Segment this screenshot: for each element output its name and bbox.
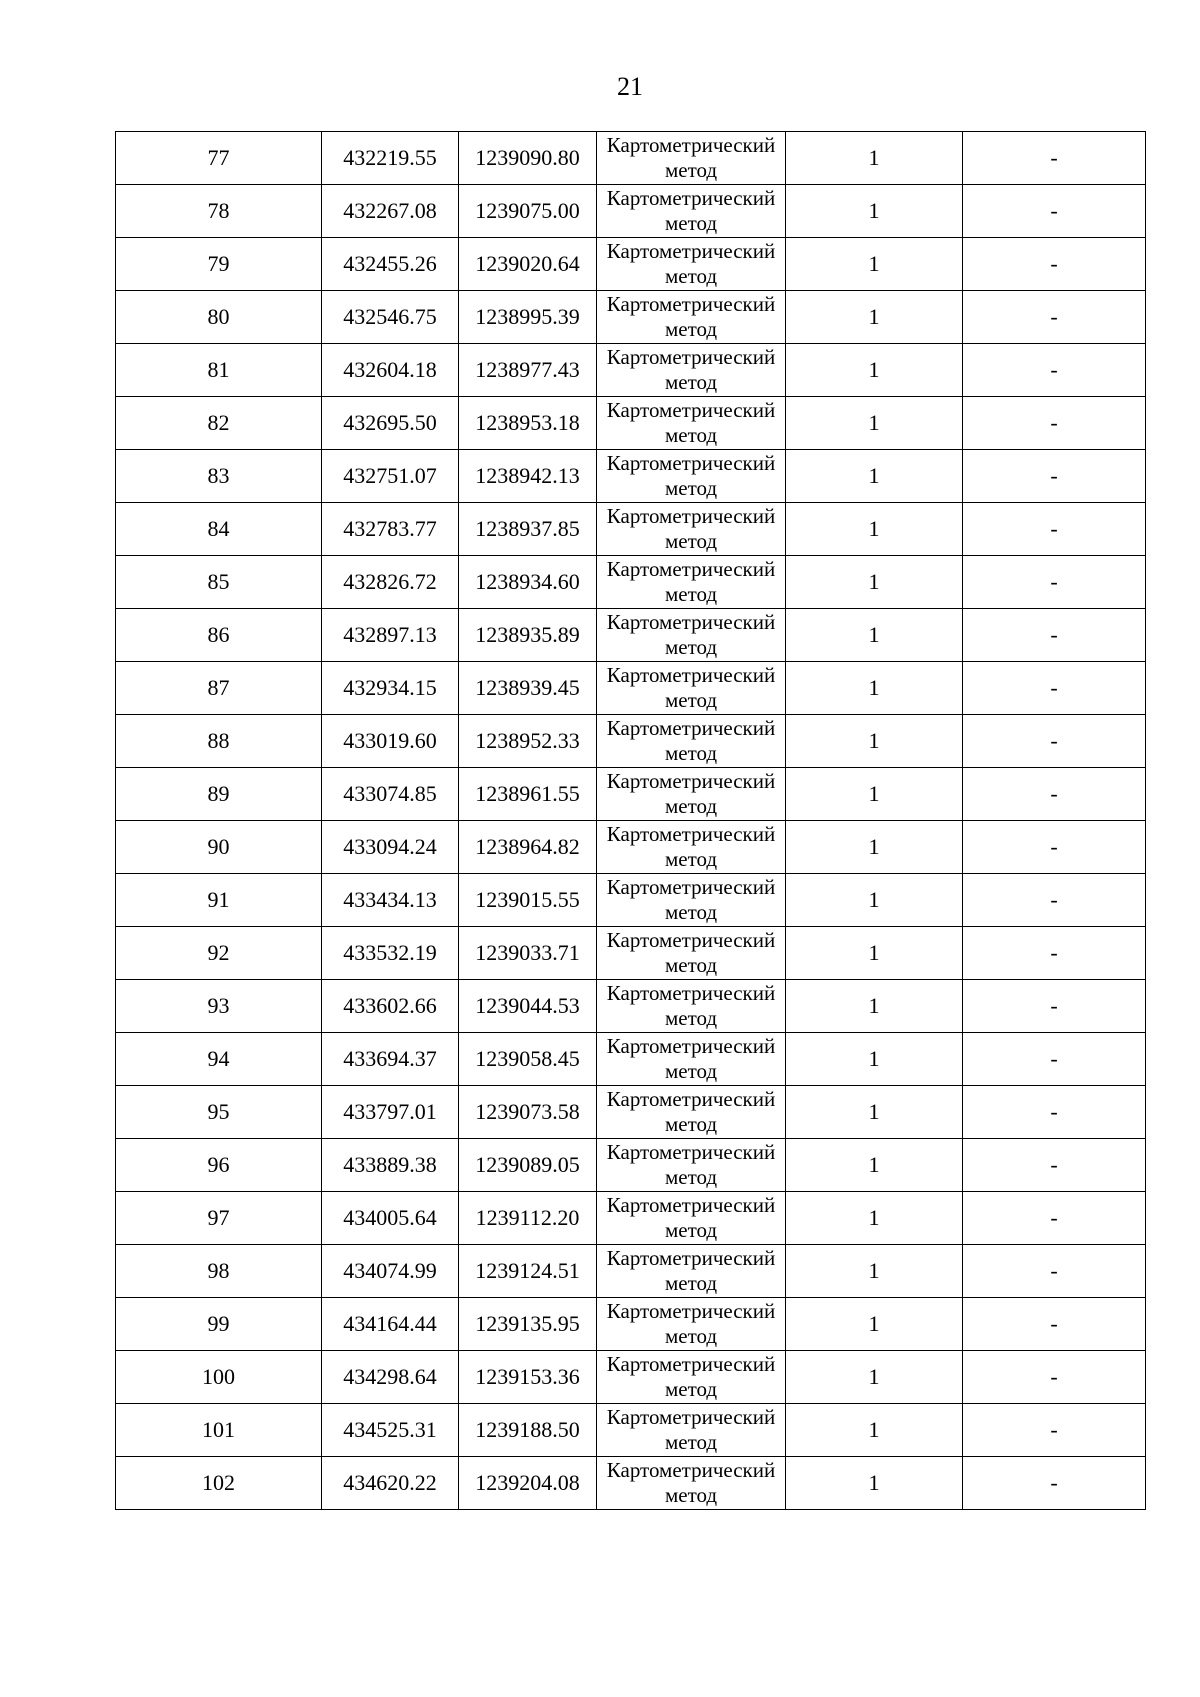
- x-coordinate-cell: 432695.50: [322, 397, 459, 450]
- accuracy-cell: 1: [786, 185, 963, 238]
- x-coordinate-cell: 432826.72: [322, 556, 459, 609]
- note-cell: -: [963, 1298, 1146, 1351]
- x-coordinate-cell: 432934.15: [322, 662, 459, 715]
- point-number-cell: 84: [116, 503, 322, 556]
- note-cell: -: [963, 1404, 1146, 1457]
- table-row: [116, 874, 1146, 927]
- y-coordinate-cell: 1239089.05: [459, 1139, 597, 1192]
- accuracy-cell: 1: [786, 927, 963, 980]
- method-cell: Картометрический метод: [597, 1245, 786, 1298]
- method-cell: Картометрический метод: [597, 1457, 786, 1510]
- table-row: [116, 1298, 1146, 1351]
- method-cell: Картометрический метод: [597, 715, 786, 768]
- table-row: [116, 238, 1146, 291]
- x-coordinate-cell: 433094.24: [322, 821, 459, 874]
- method-cell: Картометрический метод: [597, 768, 786, 821]
- accuracy-cell: 1: [786, 821, 963, 874]
- table-row: [116, 132, 1146, 185]
- note-cell: -: [963, 927, 1146, 980]
- page-number: 21: [617, 72, 643, 101]
- point-number-cell: 98: [116, 1245, 322, 1298]
- method-cell: Картометрический метод: [597, 927, 786, 980]
- note-cell: -: [963, 662, 1146, 715]
- x-coordinate-cell: 434005.64: [322, 1192, 459, 1245]
- y-coordinate-cell: 1238934.60: [459, 556, 597, 609]
- y-coordinate-cell: 1239153.36: [459, 1351, 597, 1404]
- point-number-cell: 90: [116, 821, 322, 874]
- x-coordinate-cell: 433602.66: [322, 980, 459, 1033]
- x-coordinate-cell: 433694.37: [322, 1033, 459, 1086]
- y-coordinate-cell: 1238937.85: [459, 503, 597, 556]
- y-coordinate-cell: 1238939.45: [459, 662, 597, 715]
- coordinates-table-body: [116, 132, 1146, 1510]
- y-coordinate-cell: 1239090.80: [459, 132, 597, 185]
- y-coordinate-cell: 1239075.00: [459, 185, 597, 238]
- method-cell: Картометрический метод: [597, 821, 786, 874]
- accuracy-cell: 1: [786, 556, 963, 609]
- x-coordinate-cell: 432783.77: [322, 503, 459, 556]
- x-coordinate-cell: 432751.07: [322, 450, 459, 503]
- note-cell: -: [963, 1245, 1146, 1298]
- y-coordinate-cell: 1239033.71: [459, 927, 597, 980]
- x-coordinate-cell: 433797.01: [322, 1086, 459, 1139]
- point-number-cell: 91: [116, 874, 322, 927]
- table-row: [116, 980, 1146, 1033]
- method-cell: Картометрический метод: [597, 185, 786, 238]
- point-number-cell: 80: [116, 291, 322, 344]
- accuracy-cell: 1: [786, 715, 963, 768]
- y-coordinate-cell: 1238942.13: [459, 450, 597, 503]
- note-cell: -: [963, 450, 1146, 503]
- note-cell: -: [963, 503, 1146, 556]
- table-row: [116, 185, 1146, 238]
- note-cell: -: [963, 1192, 1146, 1245]
- method-cell: Картометрический метод: [597, 1192, 786, 1245]
- method-cell: Картометрический метод: [597, 344, 786, 397]
- y-coordinate-cell: 1239020.64: [459, 238, 597, 291]
- note-cell: -: [963, 556, 1146, 609]
- note-cell: -: [963, 715, 1146, 768]
- y-coordinate-cell: 1238935.89: [459, 609, 597, 662]
- table-row: [116, 291, 1146, 344]
- note-cell: -: [963, 291, 1146, 344]
- x-coordinate-cell: 433074.85: [322, 768, 459, 821]
- accuracy-cell: 1: [786, 503, 963, 556]
- accuracy-cell: 1: [786, 132, 963, 185]
- accuracy-cell: 1: [786, 662, 963, 715]
- note-cell: -: [963, 1457, 1146, 1510]
- table-row: [116, 344, 1146, 397]
- accuracy-cell: 1: [786, 980, 963, 1033]
- point-number-cell: 87: [116, 662, 322, 715]
- note-cell: -: [963, 1351, 1146, 1404]
- note-cell: -: [963, 185, 1146, 238]
- point-number-cell: 78: [116, 185, 322, 238]
- point-number-cell: 101: [116, 1404, 322, 1457]
- x-coordinate-cell: 432546.75: [322, 291, 459, 344]
- point-number-cell: 93: [116, 980, 322, 1033]
- table-row: [116, 1192, 1146, 1245]
- method-cell: Картометрический метод: [597, 450, 786, 503]
- y-coordinate-cell: 1239124.51: [459, 1245, 597, 1298]
- note-cell: -: [963, 1033, 1146, 1086]
- method-cell: Картометрический метод: [597, 291, 786, 344]
- x-coordinate-cell: 433532.19: [322, 927, 459, 980]
- point-number-cell: 96: [116, 1139, 322, 1192]
- x-coordinate-cell: 432219.55: [322, 132, 459, 185]
- accuracy-cell: 1: [786, 238, 963, 291]
- method-cell: Картометрический метод: [597, 1139, 786, 1192]
- table-row: [116, 662, 1146, 715]
- table-row: [116, 556, 1146, 609]
- point-number-cell: 85: [116, 556, 322, 609]
- note-cell: -: [963, 132, 1146, 185]
- x-coordinate-cell: 433889.38: [322, 1139, 459, 1192]
- method-cell: Картометрический метод: [597, 238, 786, 291]
- accuracy-cell: 1: [786, 1245, 963, 1298]
- x-coordinate-cell: 433434.13: [322, 874, 459, 927]
- y-coordinate-cell: 1238977.43: [459, 344, 597, 397]
- x-coordinate-cell: 433019.60: [322, 715, 459, 768]
- table-row: [116, 609, 1146, 662]
- note-cell: -: [963, 874, 1146, 927]
- x-coordinate-cell: 434298.64: [322, 1351, 459, 1404]
- note-cell: -: [963, 768, 1146, 821]
- note-cell: -: [963, 609, 1146, 662]
- y-coordinate-cell: 1238995.39: [459, 291, 597, 344]
- point-number-cell: 92: [116, 927, 322, 980]
- table-row: [116, 1351, 1146, 1404]
- method-cell: Картометрический метод: [597, 1351, 786, 1404]
- y-coordinate-cell: 1239044.53: [459, 980, 597, 1033]
- point-number-cell: 95: [116, 1086, 322, 1139]
- table-row: [116, 450, 1146, 503]
- method-cell: Картометрический метод: [597, 1033, 786, 1086]
- point-number-cell: 82: [116, 397, 322, 450]
- point-number-cell: 77: [116, 132, 322, 185]
- accuracy-cell: 1: [786, 1192, 963, 1245]
- accuracy-cell: 1: [786, 291, 963, 344]
- accuracy-cell: 1: [786, 397, 963, 450]
- table-row: [116, 1404, 1146, 1457]
- note-cell: -: [963, 1086, 1146, 1139]
- accuracy-cell: 1: [786, 1086, 963, 1139]
- note-cell: -: [963, 238, 1146, 291]
- accuracy-cell: 1: [786, 1139, 963, 1192]
- method-cell: Картометрический метод: [597, 556, 786, 609]
- accuracy-cell: 1: [786, 344, 963, 397]
- x-coordinate-cell: 432604.18: [322, 344, 459, 397]
- table-row: [116, 715, 1146, 768]
- method-cell: Картометрический метод: [597, 132, 786, 185]
- accuracy-cell: 1: [786, 609, 963, 662]
- point-number-cell: 88: [116, 715, 322, 768]
- y-coordinate-cell: 1239112.20: [459, 1192, 597, 1245]
- note-cell: -: [963, 980, 1146, 1033]
- coordinates-table: [115, 131, 1146, 1510]
- table-row: [116, 927, 1146, 980]
- table-row: [116, 397, 1146, 450]
- x-coordinate-cell: 434525.31: [322, 1404, 459, 1457]
- method-cell: Картометрический метод: [597, 503, 786, 556]
- method-cell: Картометрический метод: [597, 609, 786, 662]
- y-coordinate-cell: 1238952.33: [459, 715, 597, 768]
- point-number-cell: 86: [116, 609, 322, 662]
- table-row: [116, 1033, 1146, 1086]
- method-cell: Картометрический метод: [597, 980, 786, 1033]
- y-coordinate-cell: 1239073.58: [459, 1086, 597, 1139]
- note-cell: -: [963, 1139, 1146, 1192]
- method-cell: Картометрический метод: [597, 662, 786, 715]
- x-coordinate-cell: 432455.26: [322, 238, 459, 291]
- method-cell: Картометрический метод: [597, 1404, 786, 1457]
- table-row: [116, 821, 1146, 874]
- accuracy-cell: 1: [786, 1298, 963, 1351]
- table-row: [116, 1086, 1146, 1139]
- point-number-cell: 89: [116, 768, 322, 821]
- point-number-cell: 79: [116, 238, 322, 291]
- method-cell: Картометрический метод: [597, 397, 786, 450]
- point-number-cell: 83: [116, 450, 322, 503]
- y-coordinate-cell: 1239204.08: [459, 1457, 597, 1510]
- table-row: [116, 1139, 1146, 1192]
- point-number-cell: 100: [116, 1351, 322, 1404]
- y-coordinate-cell: 1239015.55: [459, 874, 597, 927]
- y-coordinate-cell: 1239058.45: [459, 1033, 597, 1086]
- x-coordinate-cell: 432267.08: [322, 185, 459, 238]
- note-cell: -: [963, 821, 1146, 874]
- accuracy-cell: 1: [786, 450, 963, 503]
- accuracy-cell: 1: [786, 1404, 963, 1457]
- point-number-cell: 97: [116, 1192, 322, 1245]
- note-cell: -: [963, 397, 1146, 450]
- table-row: [116, 503, 1146, 556]
- x-coordinate-cell: 434620.22: [322, 1457, 459, 1510]
- accuracy-cell: 1: [786, 874, 963, 927]
- point-number-cell: 99: [116, 1298, 322, 1351]
- table-row: [116, 1457, 1146, 1510]
- method-cell: Картометрический метод: [597, 1298, 786, 1351]
- accuracy-cell: 1: [786, 1457, 963, 1510]
- accuracy-cell: 1: [786, 1351, 963, 1404]
- point-number-cell: 94: [116, 1033, 322, 1086]
- table-row: [116, 1245, 1146, 1298]
- y-coordinate-cell: 1239188.50: [459, 1404, 597, 1457]
- table-row: [116, 768, 1146, 821]
- y-coordinate-cell: 1238964.82: [459, 821, 597, 874]
- x-coordinate-cell: 432897.13: [322, 609, 459, 662]
- point-number-cell: 81: [116, 344, 322, 397]
- method-cell: Картометрический метод: [597, 1086, 786, 1139]
- note-cell: -: [963, 344, 1146, 397]
- method-cell: Картометрический метод: [597, 874, 786, 927]
- y-coordinate-cell: 1239135.95: [459, 1298, 597, 1351]
- y-coordinate-cell: 1238961.55: [459, 768, 597, 821]
- x-coordinate-cell: 434074.99: [322, 1245, 459, 1298]
- x-coordinate-cell: 434164.44: [322, 1298, 459, 1351]
- y-coordinate-cell: 1238953.18: [459, 397, 597, 450]
- accuracy-cell: 1: [786, 1033, 963, 1086]
- point-number-cell: 102: [116, 1457, 322, 1510]
- accuracy-cell: 1: [786, 768, 963, 821]
